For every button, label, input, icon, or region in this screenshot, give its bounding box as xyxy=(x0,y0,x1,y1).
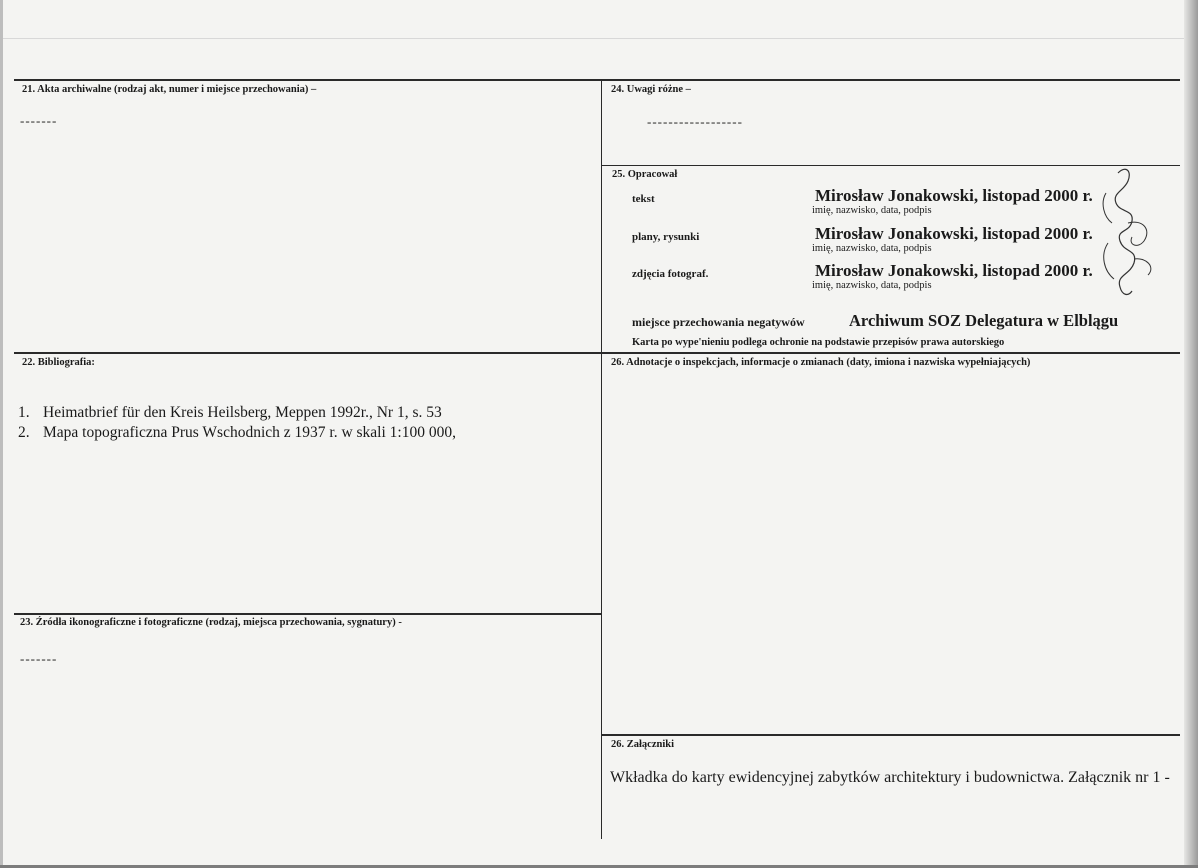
section-23-label: 23. Źródła ikonograficzne i fotograficzne (rodzaj, miejsca przechowania, sygnatury) - xyxy=(20,617,402,628)
author-sub-plans: imię, nazwisko, data, podpis xyxy=(812,243,932,254)
rule-s25-top xyxy=(601,165,1180,166)
section-22-label: 22. Bibliografia: xyxy=(22,357,95,368)
author-sub-text: imię, nazwisko, data, podpis xyxy=(812,205,932,216)
scan-edge-right xyxy=(1184,0,1198,868)
bibliography-item-number: 1. xyxy=(18,404,30,421)
section-26-annotations-label: 26. Adnotacje o inspekcjach, informacje o zmianach (daty, imiona i nazwiska wypełniających) xyxy=(611,357,1031,368)
author-sub-photos: imię, nazwisko, data, podpis xyxy=(812,280,932,291)
author-role-plans: plany, rysunki xyxy=(632,231,700,243)
section-21-value: ------- xyxy=(20,113,58,128)
copyright-note: Karta po wype'nieniu podlega ochronie na podstawie przepisów prawa autorskiego xyxy=(632,337,1005,348)
bibliography-item-number: 2. xyxy=(18,424,30,441)
author-role-text: tekst xyxy=(632,193,655,205)
rule-s26b-top xyxy=(601,734,1180,736)
rule-s23-top xyxy=(14,613,601,615)
scan-edge-left xyxy=(0,0,3,868)
section-21-label: 21. Akta archiwalne (rodzaj akt, numer i miejsce przechowania) – xyxy=(22,84,317,95)
author-role-photos: zdjęcia fotograf. xyxy=(632,268,709,280)
attachments-text: Wkładka do karty ewidencyjnej zabytków architektury i budownictwa. Załącznik nr 1 - xyxy=(610,769,1170,786)
author-name-photos: Mirosław Jonakowski, listopad 2000 r. xyxy=(815,261,1093,280)
author-name-plans: Mirosław Jonakowski, listopad 2000 r. xyxy=(815,224,1093,243)
rule-top xyxy=(14,79,1180,81)
handwritten-signature xyxy=(1098,163,1160,298)
section-24-value: ------------------ xyxy=(647,114,743,129)
bibliography-item-text: Mapa topograficzna Prus Wschodnich z 1937 r. w skali 1:100 000, xyxy=(43,424,456,441)
bibliography-item xyxy=(18,404,442,422)
section-24-label: 24. Uwagi różne – xyxy=(611,84,691,95)
negatives-value: Archiwum SOZ Delegatura w Elblągu xyxy=(849,311,1119,330)
negatives-label: miejsce przechowania negatywów xyxy=(632,315,805,329)
rule-middle xyxy=(14,352,1180,354)
rule-center xyxy=(601,79,602,839)
bibliography-item-text: Heimatbrief für den Kreis Heilsberg, Meppen 1992r., Nr 1, s. 53 xyxy=(43,404,442,421)
author-name-text: Mirosław Jonakowski, listopad 2000 r. xyxy=(815,186,1093,205)
section-26-attachments-label: 26. Załączniki xyxy=(611,739,675,750)
section-25-label: 25. Opracował xyxy=(612,169,678,180)
section-23-value: ------- xyxy=(20,651,58,666)
bibliography-item xyxy=(18,424,456,442)
scan-edge-top xyxy=(0,38,1198,39)
